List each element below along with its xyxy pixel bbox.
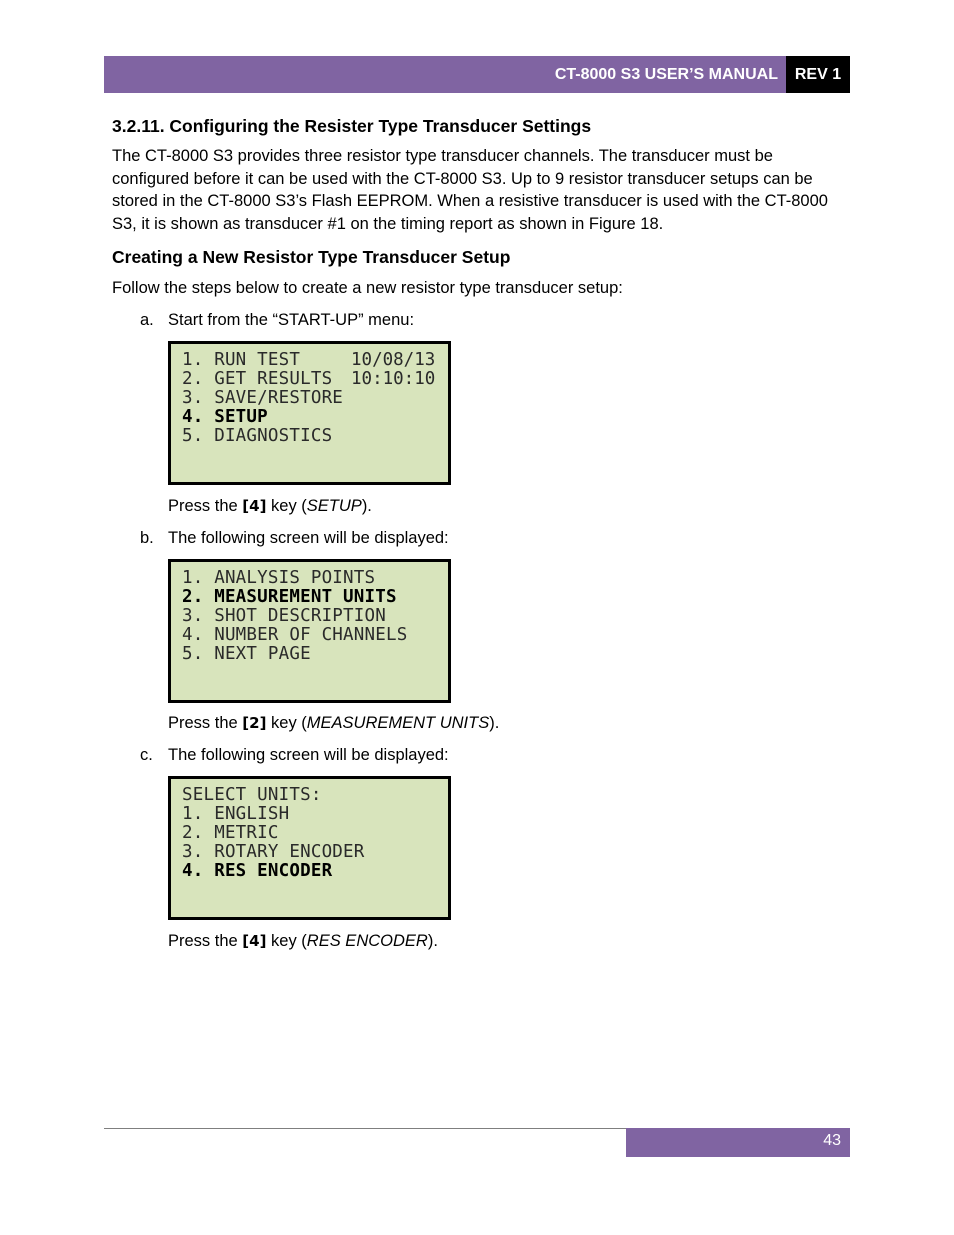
press-mid: key ( — [266, 714, 307, 732]
lcd-line: SELECT UNITS: — [182, 785, 322, 805]
action-name: RES ENCODER — [306, 932, 428, 950]
lcd-line: 2. GET RESULTS — [182, 369, 333, 389]
press-suffix: ). — [427, 932, 438, 950]
step-text: Start from the “START-UP” menu: — [168, 311, 415, 329]
lcd-line: 5. DIAGNOSTICS — [182, 426, 333, 446]
lcd-line: 3. SHOT DESCRIPTION — [182, 606, 386, 626]
page-number: 43 — [823, 1132, 841, 1149]
lcd-screen-setup — [168, 559, 451, 703]
section-heading: 3.2.11. Configuring the Resister Type Transducer Settings — [112, 116, 592, 136]
footer-bar — [626, 1128, 850, 1157]
section-paragraph — [112, 145, 844, 236]
revision-badge: REV 1 — [786, 56, 850, 93]
lcd-line: 2. METRIC — [182, 823, 279, 843]
paragraph-line: configured before it can be used with the CT-8000 S3. Up to 9 resistor transducer setups can be — [112, 169, 813, 188]
lcd-line: 1. ANALYSIS POINTS — [182, 568, 376, 588]
paragraph-line: The CT-8000 S3 provides three resistor type transducer channels. The transducer must be — [112, 147, 773, 165]
step-letter: c. — [140, 746, 153, 764]
lcd-line-selected: 4. SETUP — [182, 407, 268, 427]
press-mid: key ( — [266, 497, 307, 515]
lcd-line: 4. NUMBER OF CHANNELS — [182, 625, 408, 645]
lcd-line-selected: 4. RES ENCODER — [182, 861, 333, 881]
lcd-line: 1. RUN TEST — [182, 350, 301, 370]
lcd-line: 3. SAVE/RESTORE — [182, 388, 344, 408]
action-name: SETUP — [306, 497, 362, 515]
lcd-line: 3. ROTARY ENCODER — [182, 842, 365, 862]
lcd-time: 10:10:10 — [351, 369, 436, 389]
press-instruction — [168, 712, 499, 734]
press-instruction — [168, 495, 372, 517]
key-label: [4] — [242, 497, 267, 515]
intro-text: Follow the steps below to create a new resistor type transducer setup: — [112, 279, 623, 297]
lcd-screen-startup — [168, 341, 451, 485]
lcd-line-selected: 2. MEASUREMENT UNITS — [182, 587, 397, 607]
lcd-line: 1. ENGLISH — [182, 804, 290, 824]
step-text: The following screen will be displayed: — [168, 529, 449, 547]
press-mid: key ( — [266, 932, 307, 950]
subheading: Creating a New Resistor Type Transducer Setup — [112, 247, 511, 267]
key-label: [4] — [242, 932, 267, 950]
paragraph-line: stored in the CT-8000 S3’s Flash EEPROM. When a resistive transducer is used with the CT-8000 — [112, 192, 828, 211]
press-prefix: Press the — [168, 714, 243, 732]
press-instruction — [168, 930, 438, 952]
lcd-screen-select-units — [168, 776, 451, 920]
press-prefix: Press the — [168, 497, 243, 515]
header-bar — [104, 56, 850, 93]
press-suffix: ). — [361, 497, 372, 515]
paragraph-line: S3, it is shown as transducer #1 on the timing report as shown in Figure 18. — [112, 215, 664, 234]
lcd-date: 10/08/13 — [351, 350, 436, 370]
key-label: [2] — [242, 714, 267, 732]
lcd-line: 5. NEXT PAGE — [182, 644, 311, 664]
step-letter: b. — [140, 529, 154, 547]
step-letter: a. — [140, 311, 154, 329]
press-prefix: Press the — [168, 932, 243, 950]
manual-title: CT-8000 S3 USER’S MANUAL — [554, 66, 778, 83]
action-name: MEASUREMENT UNITS — [306, 714, 490, 732]
press-suffix: ). — [489, 714, 500, 732]
step-text: The following screen will be displayed: — [168, 746, 449, 764]
